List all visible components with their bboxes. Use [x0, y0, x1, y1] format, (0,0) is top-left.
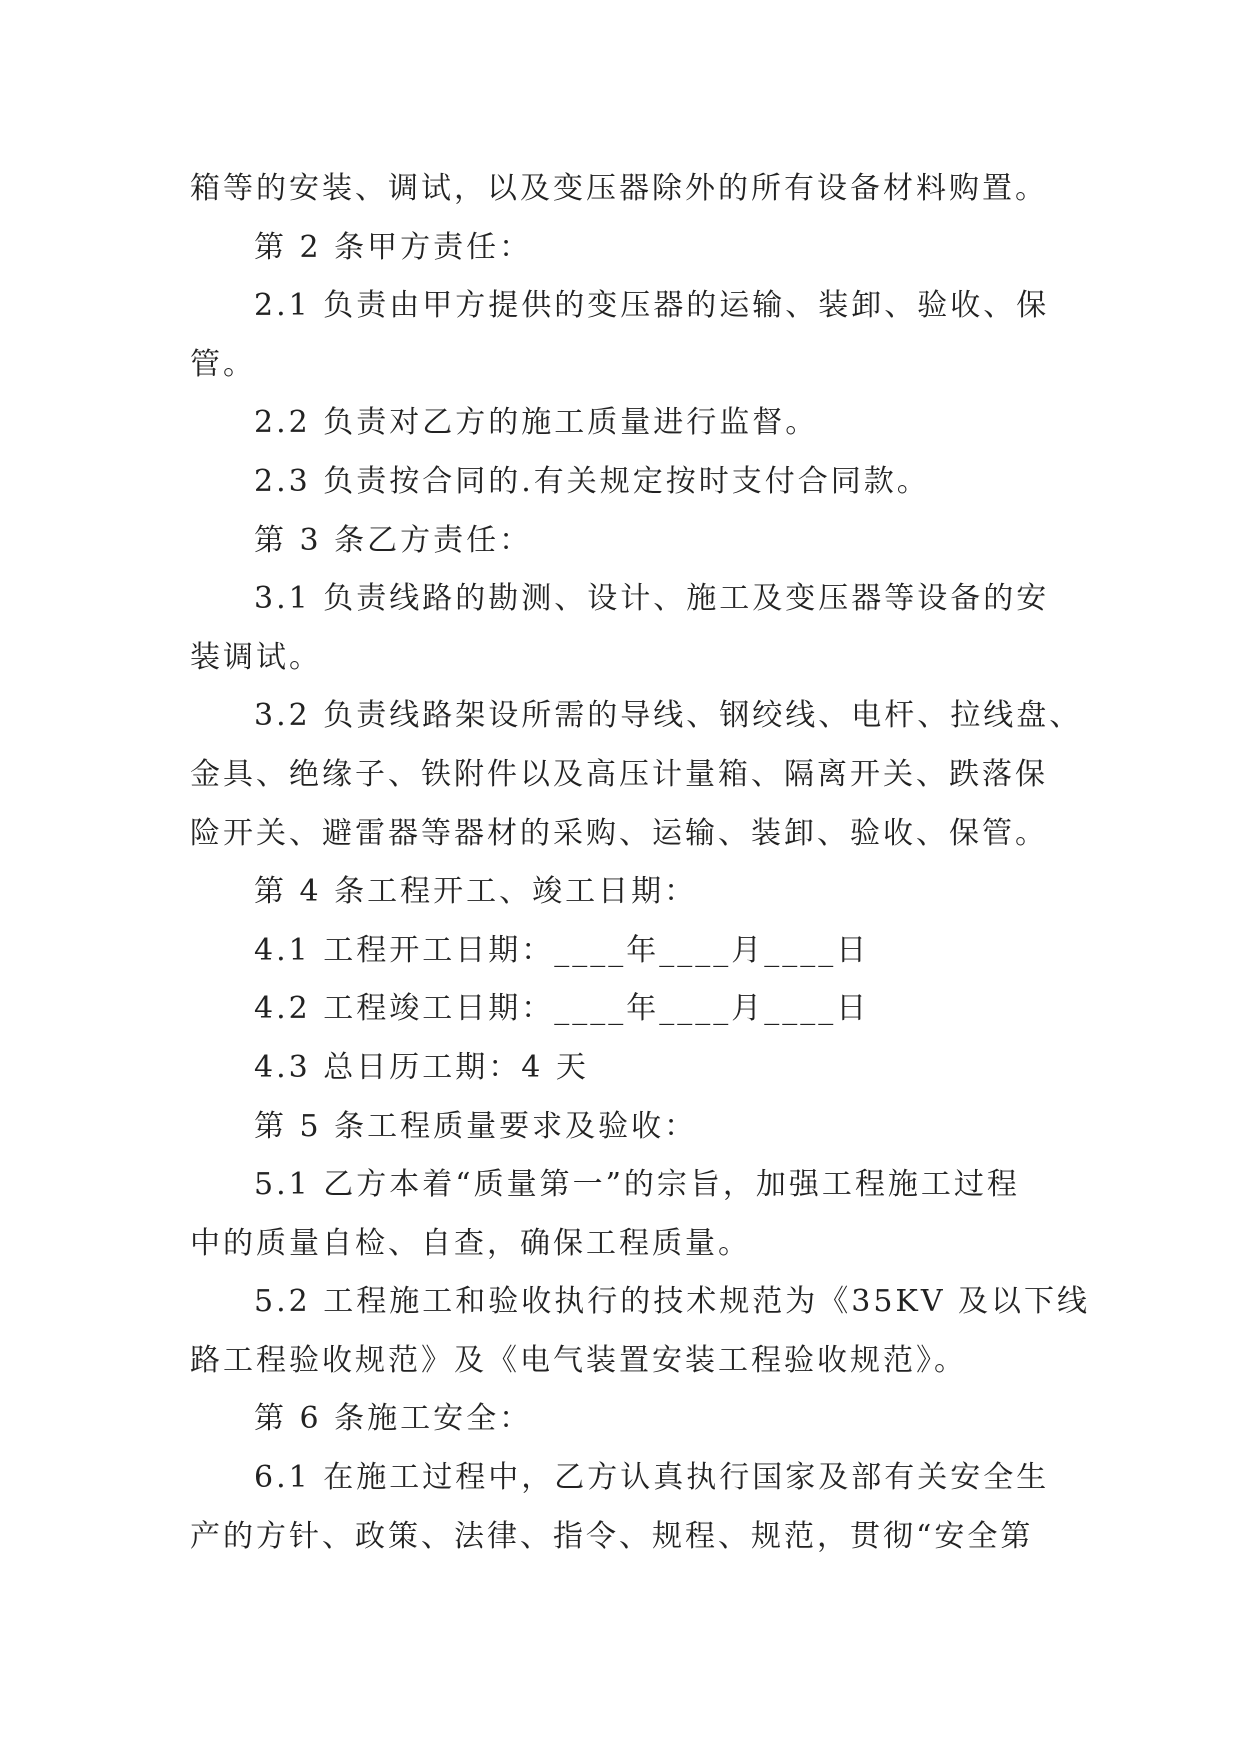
text-line: 5.2 工程施工和验收执行的技术规范为《35KV 及以下线 [254, 1284, 1091, 1320]
text-line: 2.2 负责对乙方的施工质量进行监督。 [254, 405, 819, 441]
text-line: 产的方针、政策、法律、指令、规程、规范，贯彻“安全第 [190, 1518, 1034, 1554]
text-line: 险开关、避雷器等器材的采购、运输、装卸、验收、保管。 [190, 815, 1048, 851]
text-line: 金具、绝缘子、铁附件以及高压计量箱、隔离开关、跌落保 [190, 756, 1048, 792]
text-line: 3.1 负责线路的勘测、设计、施工及变压器等设备的安 [254, 581, 1050, 617]
text-line: 4.2 工程竣工日期：____年____月____日 [254, 991, 870, 1027]
text-line: 管。 [190, 346, 256, 382]
text-line: 2.3 负责按合同的.有关规定按时支付合同款。 [254, 463, 930, 499]
section-heading: 第 5 条工程质量要求及验收： [254, 1108, 698, 1144]
section-heading: 第 6 条施工安全： [254, 1401, 533, 1437]
text-line: 6.1 在施工过程中，乙方认真执行国家及部有关安全生 [254, 1460, 1050, 1496]
text-line: 4.3 总日历工期：4 天 [254, 1049, 589, 1085]
text-line: 5.1 乙方本着“质量第一”的宗旨，加强工程施工过程 [254, 1167, 1020, 1203]
section-heading: 第 3 条乙方责任： [254, 522, 533, 558]
text-line: 2.1 负责由甲方提供的变压器的运输、装卸、验收、保 [254, 288, 1050, 324]
text-line: 装调试。 [190, 639, 322, 675]
text-line: 路工程验收规范》及《电气装置安装工程验收规范》。 [190, 1342, 967, 1378]
text-line: 箱等的安装、调试，以及变压器除外的所有设备材料购置。 [190, 171, 1048, 206]
text-line: 中的质量自检、自查，确保工程质量。 [190, 1225, 751, 1261]
text-line: 4.1 工程开工日期：____年____月____日 [254, 932, 870, 968]
section-heading: 第 4 条工程开工、竣工日期： [254, 874, 698, 910]
text-line: 3.2 负责线路架设所需的导线、钢绞线、电杆、拉线盘、 [254, 698, 1083, 734]
section-heading: 第 2 条甲方责任： [254, 229, 533, 265]
document-body [190, 160, 1090, 1566]
